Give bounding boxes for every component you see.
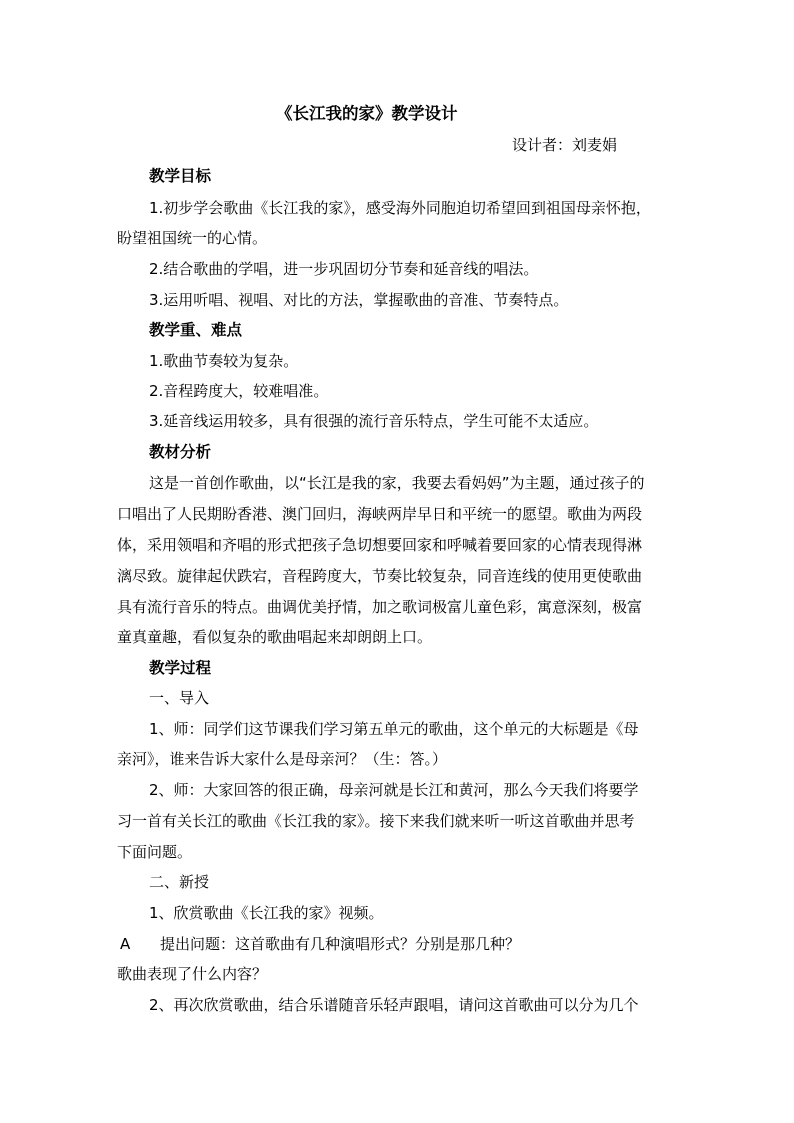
- section-heading-analysis: 教材分析: [149, 443, 212, 461]
- intro-paragraph-2-line-3: 下面问题。: [117, 843, 193, 861]
- section-heading-process: 教学过程: [149, 659, 212, 677]
- key-point-3: 3.延音线运用较多，具有很强的流行音乐特点，学生可能不太适应。: [149, 412, 599, 430]
- key-point-2: 2.音程跨度大，较难唱准。: [149, 382, 329, 400]
- question-text: 提出问题：这首歌曲有几种演唱形式？分别是那几种？: [160, 935, 521, 953]
- new-item-1: 1、欣赏歌曲《长江我的家》视频。: [149, 904, 384, 922]
- objective-1-line-2: 盼望祖国统一的心情。: [117, 229, 268, 247]
- process-intro-heading: 一、导入: [149, 689, 210, 707]
- new-item-2: 2、再次欣赏歌曲，结合乐谱随音乐轻声跟唱，请问这首歌曲可以分为几个: [149, 996, 639, 1014]
- document-title: 《长江我的家》教学设计: [276, 104, 458, 123]
- key-point-1: 1.歌曲节奏较为复杂。: [149, 352, 299, 370]
- analysis-line-5: 具有流行音乐的特点。曲调优美抒情，加之歌词极富儿童色彩，寓意深刻，极富: [117, 598, 643, 616]
- analysis-line-6: 童真童趣，看似复杂的歌曲唱起来却朗朗上口。: [117, 628, 433, 646]
- objective-2: 2.结合歌曲的学唱，进一步巩固切分节奏和延音线的唱法。: [149, 260, 539, 278]
- analysis-line-1: 这是一首创作歌曲，以“长江是我的家，我要去看妈妈”为主题，通过孩子的: [149, 474, 645, 492]
- section-heading-objectives: 教学目标: [149, 167, 212, 185]
- intro-paragraph-1-line-2: 亲河》，谁来告诉大家什么是母亲河？（生：答。）: [117, 750, 448, 768]
- process-new-heading: 二、新授: [149, 873, 210, 891]
- designer-credit: 设计者：刘麦娟: [512, 136, 618, 154]
- analysis-line-3: 体，采用领唱和齐唱的形式把孩子急切想要回家和呼喊着要回家的心情表现得淋: [117, 536, 643, 554]
- analysis-line-2: 口唱出了人民期盼香港、澳门回归，海峡两岸早日和平统一的愿望。歌曲为两段: [117, 505, 643, 523]
- intro-paragraph-1-line-1: 1、师：同学们这节课我们学习第五单元的歌曲，这个单元的大标题是《母: [149, 720, 639, 738]
- intro-paragraph-2-line-1: 2、师：大家回答的很正确，母亲河就是长江和黄河，那么今天我们将要学: [149, 781, 639, 799]
- question-line-2: 歌曲表现了什么内容？: [117, 965, 268, 983]
- objective-1-line-1: 1.初步学会歌曲《长江我的家》，感受海外同胞迫切希望回到祖国母亲怀抱，: [149, 199, 651, 217]
- section-heading-key-points: 教学重、难点: [149, 321, 243, 339]
- analysis-line-4: 漓尽致。旋律起伏跌宕，音程跨度大，节奏比较复杂，同音连线的使用更使歌曲: [117, 567, 643, 585]
- intro-paragraph-2-line-2: 习一首有关长江的歌曲《长江我的家》。接下来我们就来听一听这首歌曲并思考: [117, 812, 635, 830]
- question-marker: A: [120, 935, 131, 953]
- question-line-1: [120, 934, 520, 954]
- objective-3: 3.运用听唱、视唱、对比的方法，掌握歌曲的音准、节奏特点。: [149, 291, 569, 309]
